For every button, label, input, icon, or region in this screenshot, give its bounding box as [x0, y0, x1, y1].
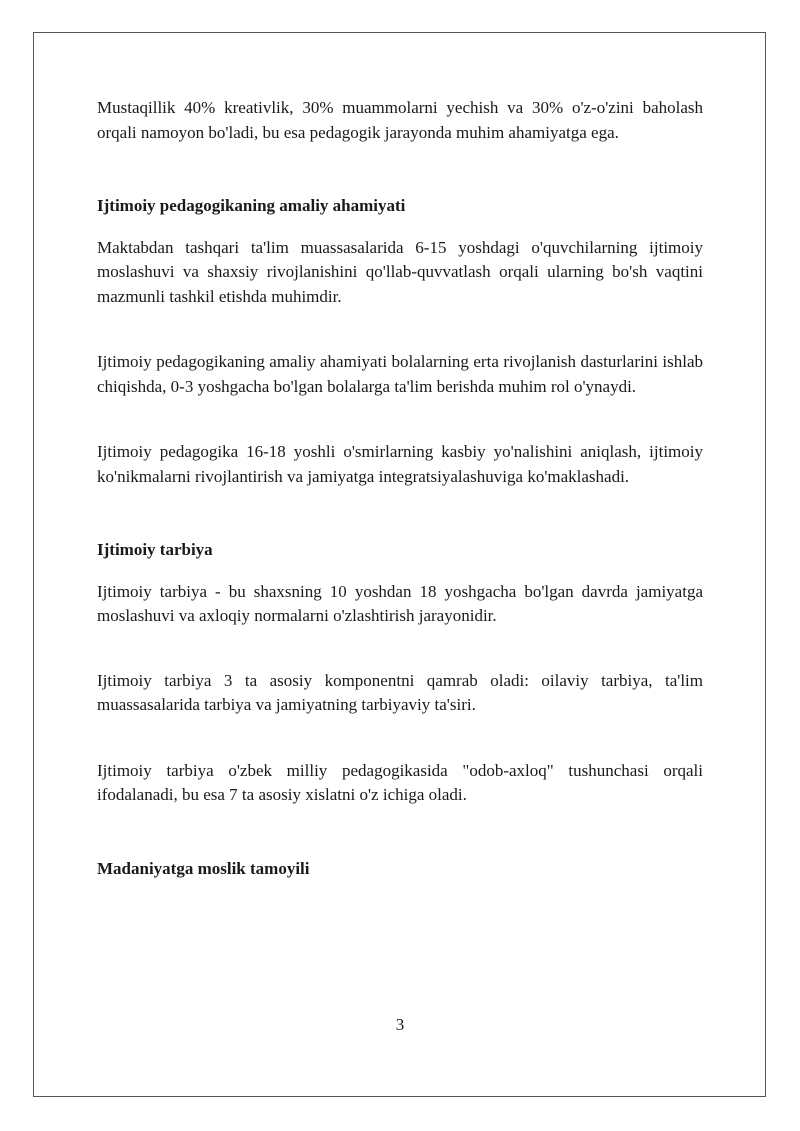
paragraph-osmirlar: Ijtimoiy pedagogika 16-18 yoshli o'smirlarning kasbiy yo'nalishini aniqlash, ijtimoiy ko'nikmalarni rivojlantirish va jamiyatga integratsiyalashuviga ko'maklashadi. [97, 442, 703, 486]
paragraph-tarbiya-komponentlar: Ijtimoiy tarbiya 3 ta asosiy komponentni qamrab oladi: oilaviy tarbiya, ta'lim muassasalarida tarbiya va jamiyatning tarbiyaviy ta'siri. [97, 670, 703, 714]
paragraph-odob-axloq: Ijtimoiy tarbiya o'zbek milliy pedagogikasida "odob-axloq" tushunchasi orqali ifodalanadi, bu esa 7 ta asosiy xislatni o'z ichiga oladi. [97, 760, 703, 804]
paragraph-mustaqillik: Mustaqillik 40% kreativlik, 30% muammolarni yechish va 30% o'z-o'zini baholash orqali namoyon bo'ladi, bu esa pedagogik jarayonda muhim ahamiyatga ega. [97, 98, 703, 142]
heading-amaliy-ahamiyati: Ijtimoiy pedagogikaning amaliy ahamiyati [97, 196, 406, 215]
heading-madaniyatga-moslik: Madaniyatga moslik tamoyili [97, 858, 310, 878]
paragraph-tarbiya-davri: Ijtimoiy tarbiya - bu shaxsning 10 yoshdan 18 yoshgacha bo'lgan davrda jamiyatga moslashuvi va axloqiy normalarni o'zlashtirish jarayonidir. [97, 581, 703, 625]
page-number: 3 [395, 1015, 405, 1034]
paragraph-maktabdan-tashqari: Maktabdan tashqari ta'lim muassasalarida 6-15 yoshdagi o'quvchilarning ijtimoiy moslashuvi va shaxsiy rivojlanishini qo'llab-quvvatlash orqali ularning bo'sh vaqtini mazmunli tashkil etishda muhimdir. [97, 237, 703, 306]
heading-ijtimoiy-tarbiya: Ijtimoiy tarbiya [97, 540, 213, 559]
document-body [97, 96, 703, 881]
paragraph-erta-rivojlanish: Ijtimoiy pedagogikaning amaliy ahamiyati bolalarning erta rivojlanish dasturlarini ishlab chiqishda, 0-3 yoshgacha bo'lgan bolalarga ta'lim berishda muhim rol o'ynaydi. [97, 352, 703, 396]
